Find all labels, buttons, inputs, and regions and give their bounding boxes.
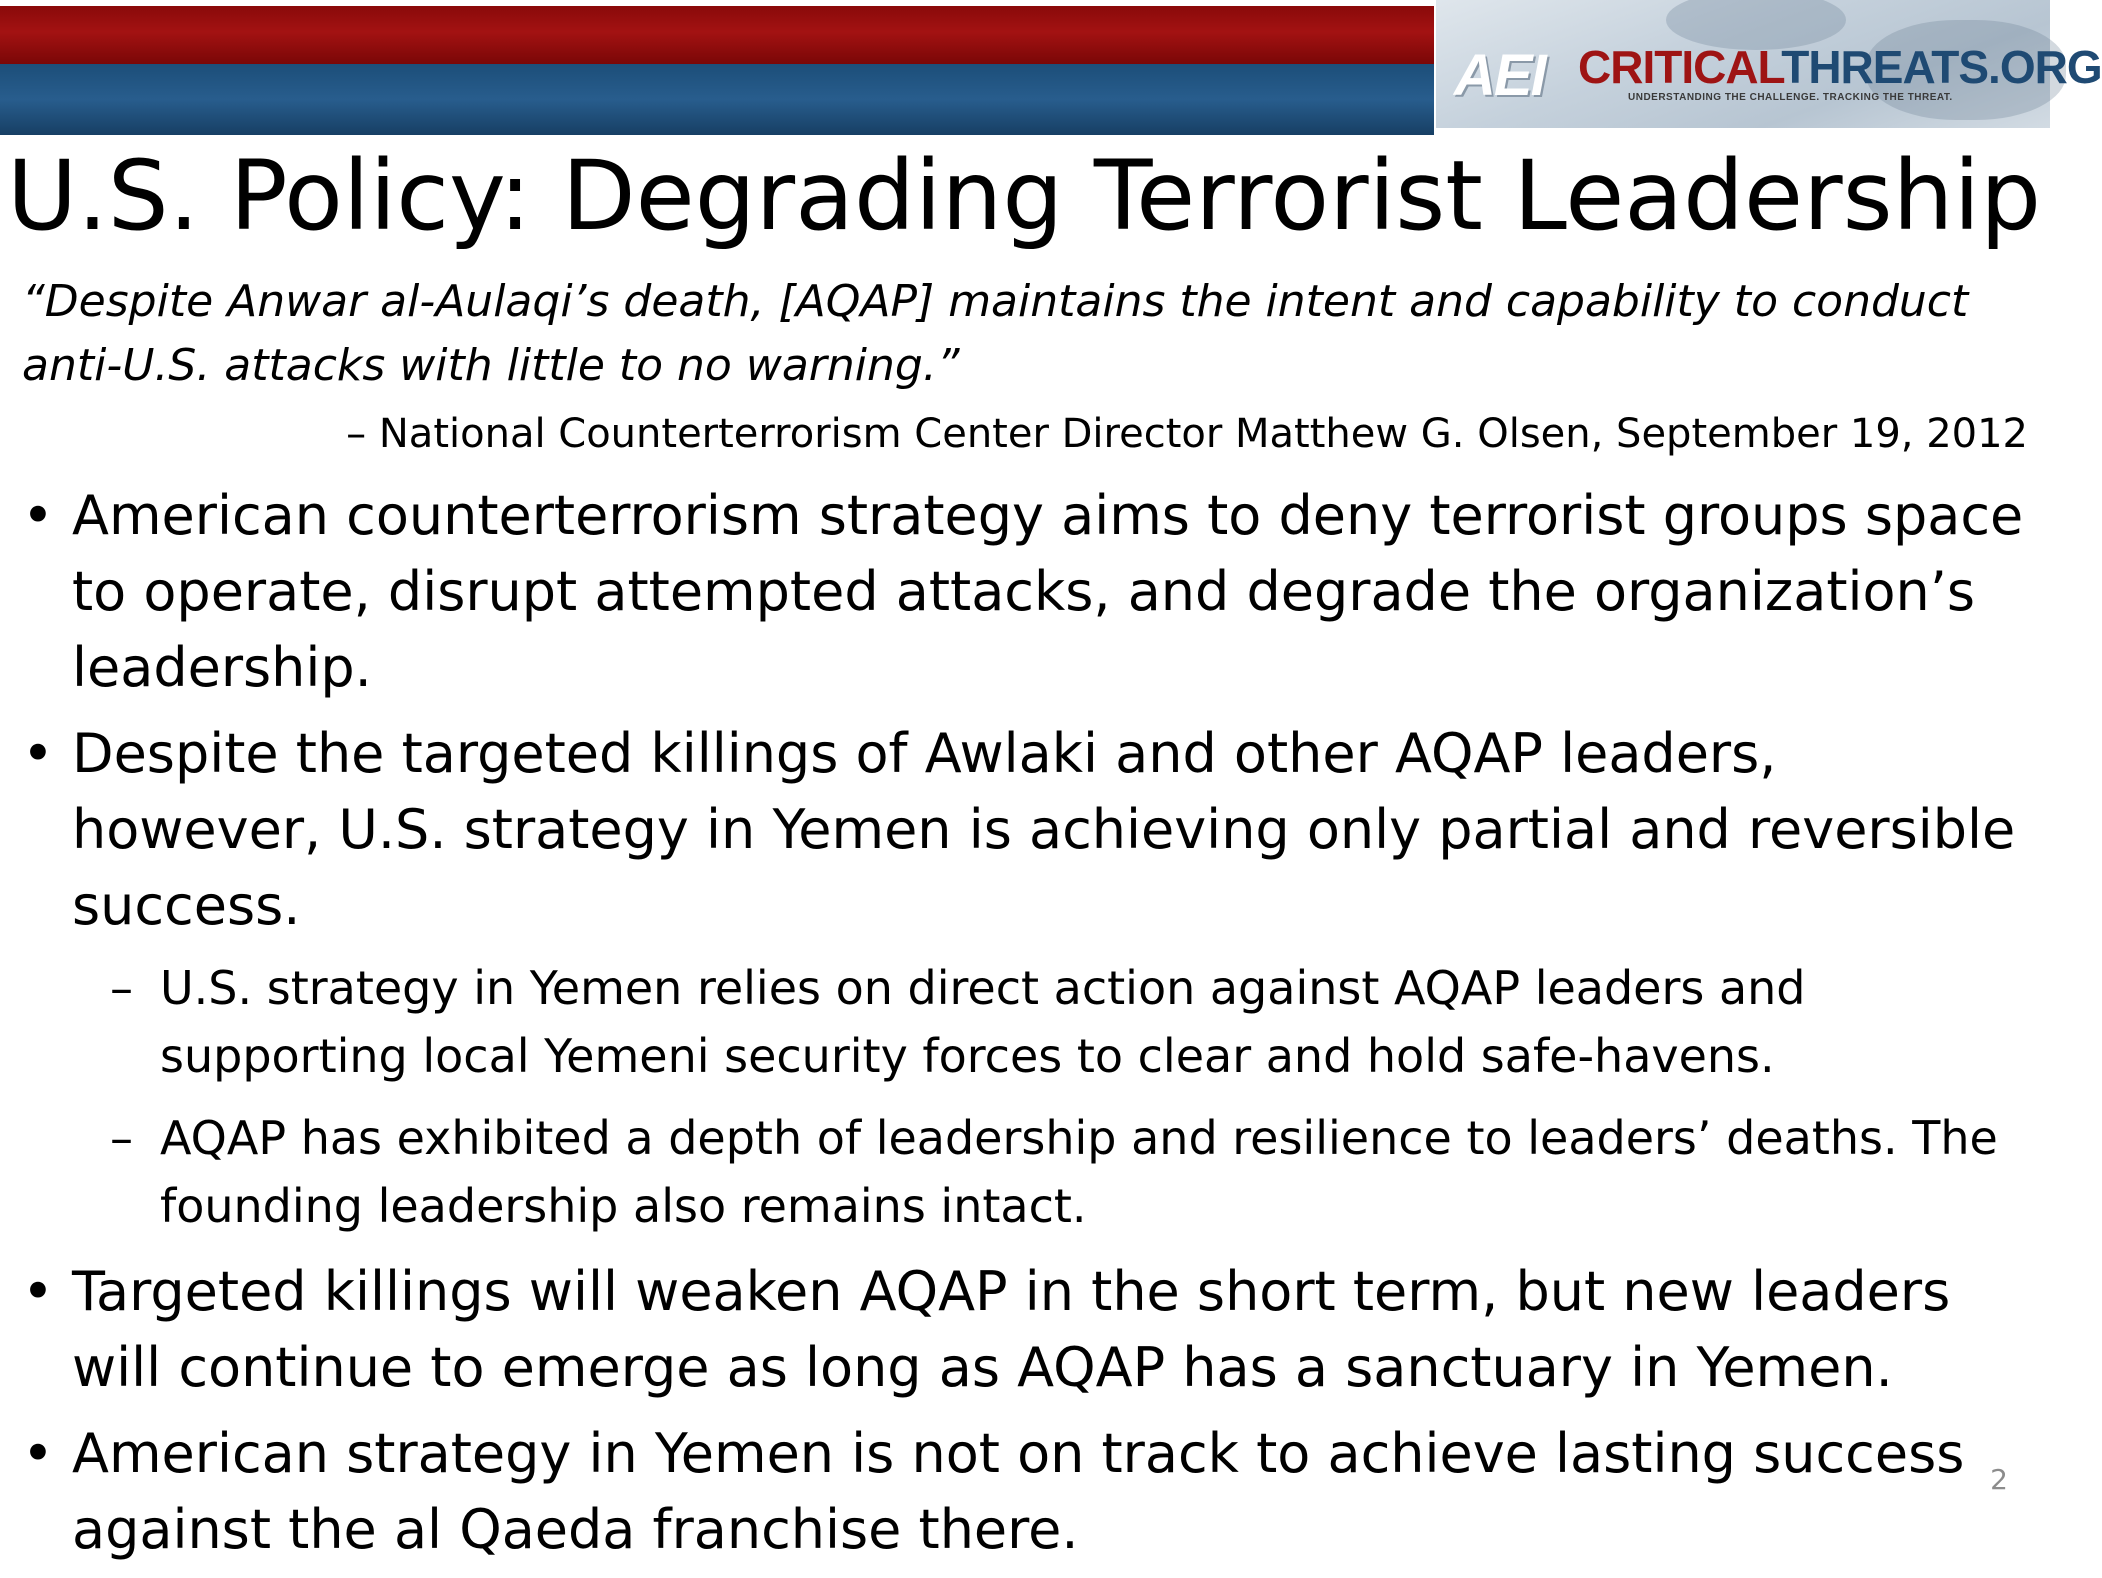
bullet-glyph: • — [22, 1422, 54, 1485]
bullet-text: Despite the targeted killings of Awlaki and other AQAP leaders, however, U.S. strategy in Yemen is achieving only partial and reversible success. — [72, 722, 2016, 937]
logo-tagline: UNDERSTANDING THE CHALLENGE. TRACKING THE THREAT. — [1628, 92, 1953, 103]
sub-bullet-text: AQAP has exhibited a depth of leadership and resilience to leaders’ deaths. The founding leadership also remains intact. — [160, 1111, 1998, 1233]
bullet-item — [22, 716, 2032, 944]
bullet-glyph: • — [22, 1260, 54, 1323]
bullet-list — [22, 478, 2032, 1578]
bullet-glyph: • — [22, 722, 54, 785]
bullet-item — [22, 1416, 2032, 1568]
sub-bullet-item — [22, 954, 2032, 1090]
bullet-text: American strategy in Yemen is not on track to achieve lasting success against the al Qaeda franchise there. — [72, 1422, 1965, 1561]
quote: “Despite Anwar al-Aulaqi’s death, [AQAP] maintains the intent and capability to conduct anti-U.S. attacks with little to no warning.” — [22, 276, 1969, 391]
aei-logo-text: AEI — [1454, 43, 1545, 108]
bullet-glyph: • — [22, 484, 54, 547]
logo-brand-critical: CRITICAL — [1578, 41, 1782, 93]
logo-brand-threats: THREATS.ORG — [1781, 41, 2102, 93]
dash-glyph: – — [110, 1111, 133, 1165]
quote-attribution: – National Counterterrorism Center Director Matthew G. Olsen, September 19, 2012 — [346, 411, 2028, 457]
header-band — [0, 0, 1434, 135]
dash-glyph: – — [110, 961, 133, 1015]
sub-bullet-text: U.S. strategy in Yemen relies on direct action against AQAP leaders and supporting local Yemeni security forces to clear and hold safe-havens. — [160, 961, 1806, 1083]
slide-title: U.S. Policy: Degrading Terrorist Leadership — [6, 140, 2042, 252]
bullet-text: Targeted killings will weaken AQAP in the short term, but new leaders will continue to emerge as long as AQAP has a sanctuary in Yemen. — [72, 1260, 1951, 1399]
header-red-stripe — [0, 6, 1434, 64]
bullet-item — [22, 1254, 2032, 1406]
criticalthreats-logo — [1434, 0, 2102, 128]
sub-bullet-item — [22, 1104, 2032, 1240]
header-blue-stripe — [0, 64, 1434, 135]
slide-number: 2 — [1990, 1463, 2008, 1496]
bullet-item — [22, 478, 2032, 706]
logo-brand-text — [1578, 40, 2102, 94]
bullet-text: American counterterrorism strategy aims to deny terrorist groups space to operate, disrupt attempted attacks, and degrade the organization’s leadership. — [72, 484, 2024, 699]
